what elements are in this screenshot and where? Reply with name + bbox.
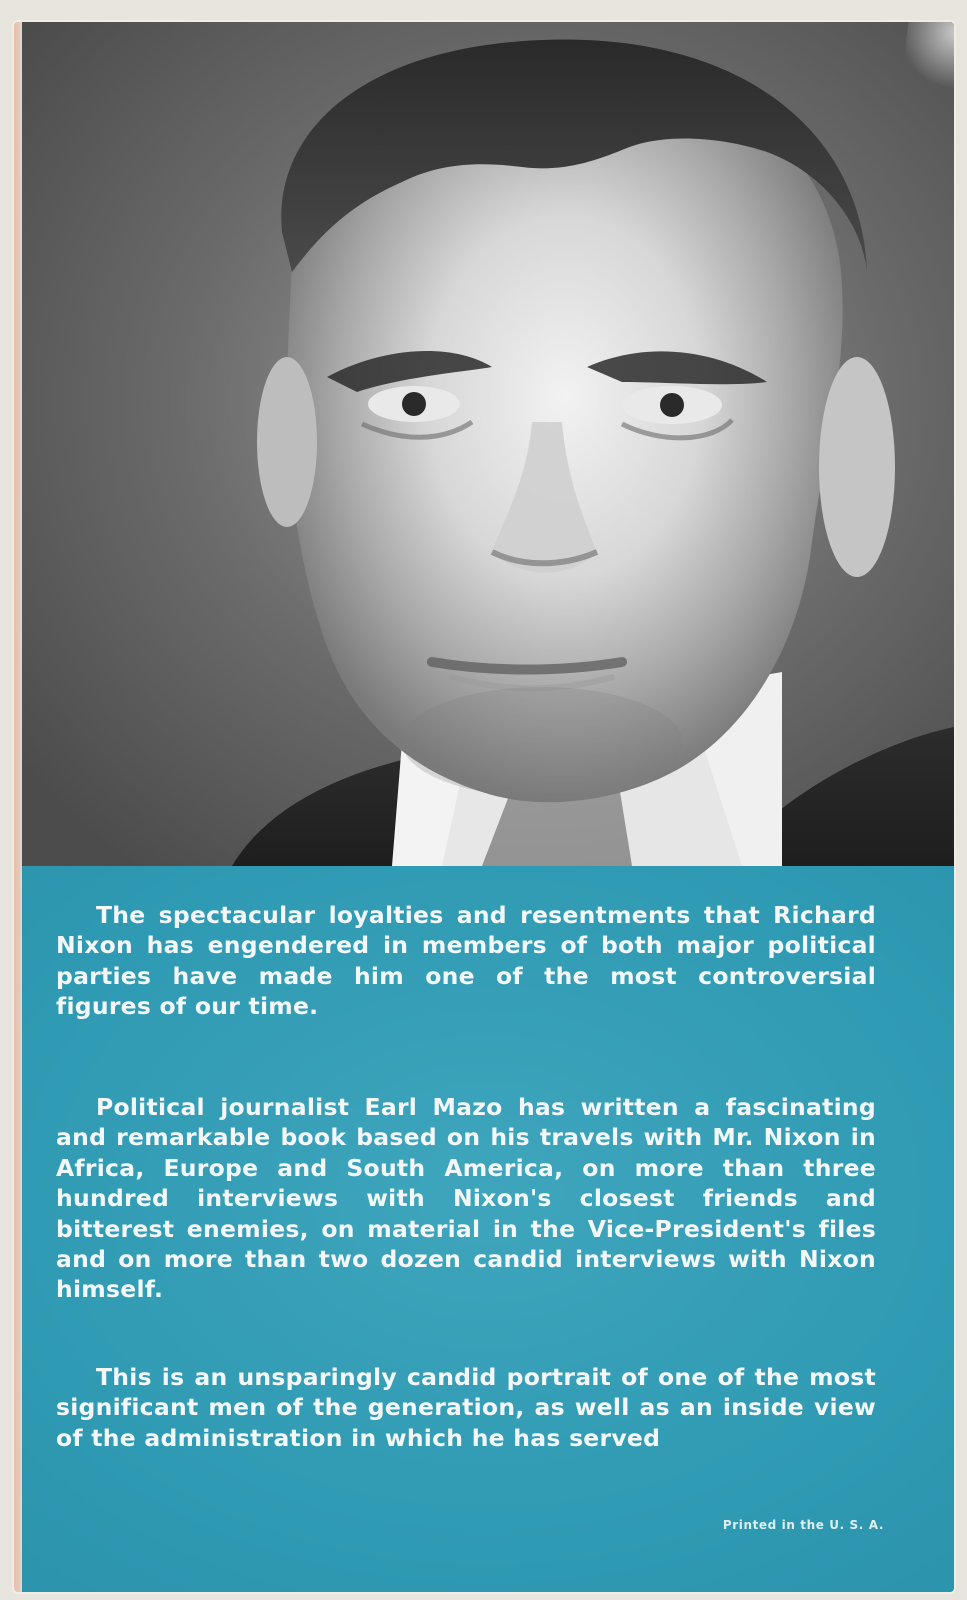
portrait-photo-icon <box>22 22 954 866</box>
blurb-paragraph-1: The spectacular loyalties and resentments that Richard Nixon has engendered in members of both major political parties have made him one of the most controversial figures of our time. <box>56 901 876 1021</box>
corner-wear <box>898 22 954 106</box>
portrait-photo <box>22 22 954 866</box>
blurb-paragraph-2: Political journalist Earl Mazo has written a fascinating and remarkable book based on his travels with Mr. Nixon in Africa, Europe and South America, on more than three hundred interviews with Nixon's closest friends and bitterest enemies, on material in the Vice-President's files and on more than two dozen candid interviews with Nixon himself. <box>56 1093 876 1304</box>
book-back-cover <box>14 22 954 1592</box>
book-spine-edge <box>14 22 22 1592</box>
blurb-panel <box>22 866 954 1592</box>
printed-note: Printed in the U. S. A. <box>722 1518 884 1532</box>
blurb-paragraph-3: This is an unsparingly candid portrait of one of the most significant men of the generation, as well as an inside view of the administration in which he has served <box>56 1363 876 1452</box>
